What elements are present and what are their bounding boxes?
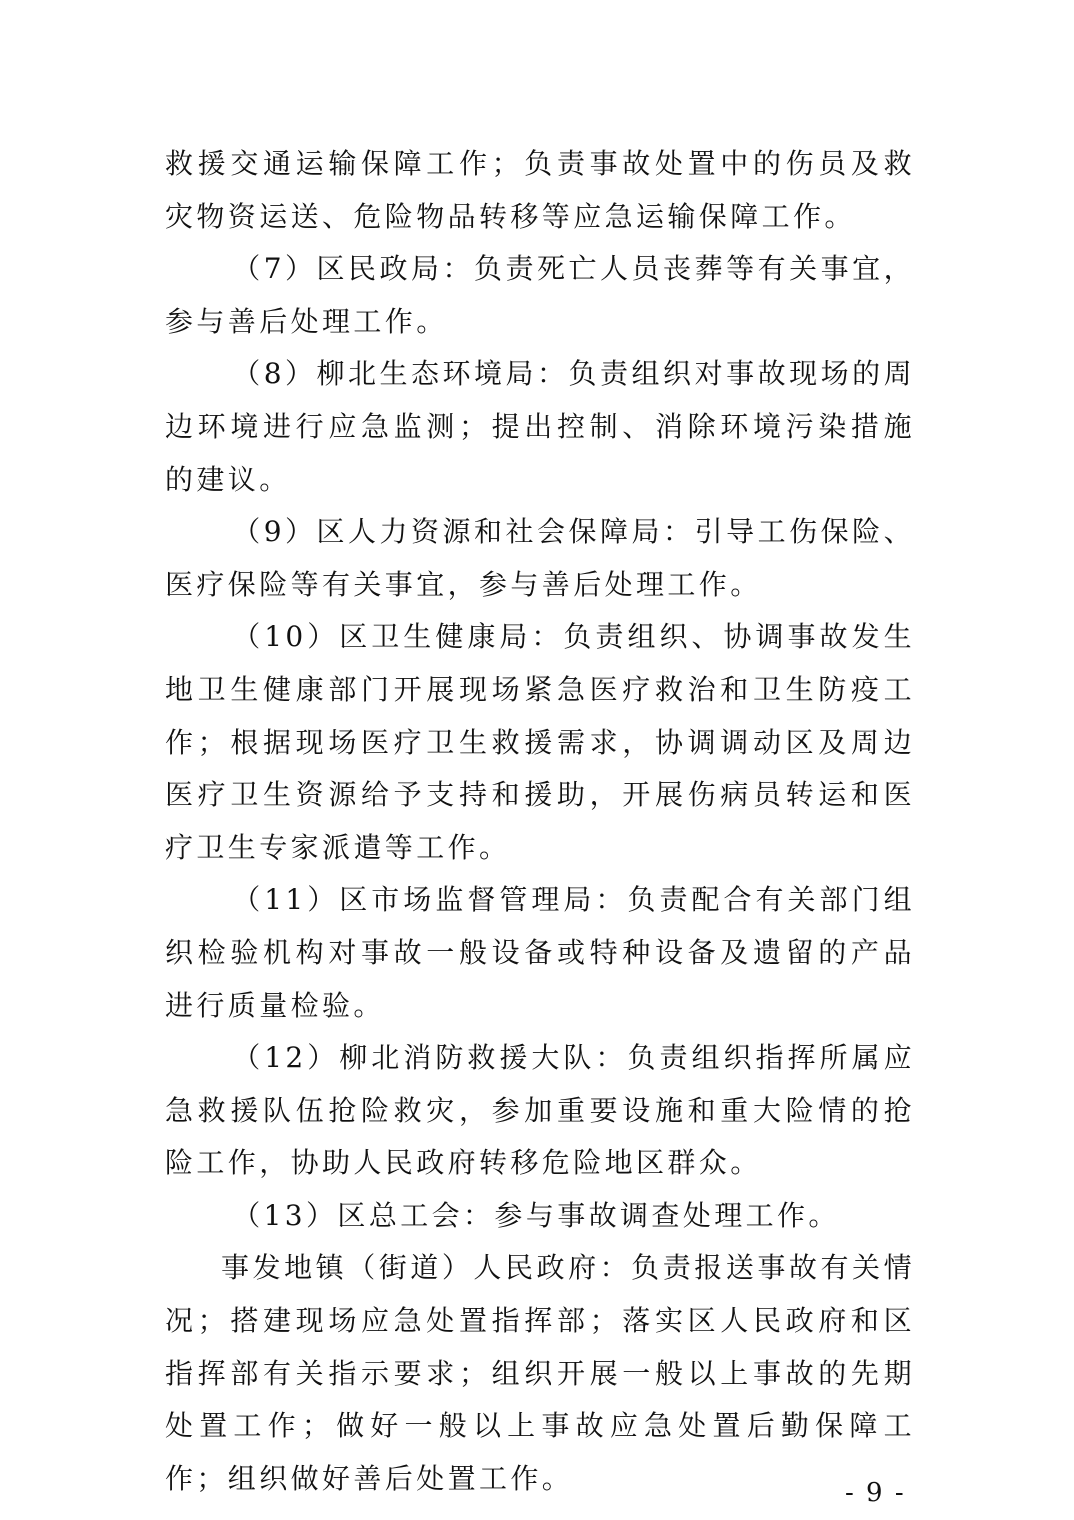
paragraph-town-government: 事发地镇（街道）人民政府：负责报送事故有关情况；搭建现场应急处置指挥部；落实区人民政府和区指挥部有关指示要求；组织开展一般以上事故的先期处置工作；做好一般以上事故应急处置后勤保障工作；组织做好善后处置工作。 bbox=[165, 1251, 915, 1495]
paragraph-transport-continued: 救援交通运输保障工作；负责事故处置中的伤员及救灾物资运送、危险物品转移等应急运输保障工作。 bbox=[165, 147, 915, 233]
paragraph-civil-affairs: （7）区民政局：负责死亡人员丧葬等有关事宜，参与善后处理工作。 bbox=[165, 252, 915, 338]
paragraph-market-supervision: （11）区市场监督管理局：负责配合有关部门组织检验机构对事故一般设备或特种设备及遗留的产品进行质量检验。 bbox=[165, 883, 915, 1022]
paragraph-ecology-environment: （8）柳北生态环境局：负责组织对事故现场的周边环境进行应急监测；提出控制、消除环境污染措施的建议。 bbox=[165, 357, 915, 496]
page-number: - 9 - bbox=[845, 1478, 906, 1508]
paragraph-trade-union: （13）区总工会：参与事故调查处理工作。 bbox=[232, 1198, 840, 1232]
paragraph-fire-rescue: （12）柳北消防救援大队：负责组织指挥所属应急救援队伍抢险救灾，参加重要设施和重大险情的抢险工作，协助人民政府转移危险地区群众。 bbox=[165, 1041, 915, 1180]
document-body bbox=[165, 138, 915, 1505]
paragraph-health: （10）区卫生健康局：负责组织、协调事故发生地卫生健康部门开展现场紧急医疗救治和卫生防疫工作；根据现场医疗卫生救援需求，协调调动区及周边医疗卫生资源给予支持和援助，开展伤病员转运和医疗卫生专家派遣等工作。 bbox=[165, 620, 915, 864]
paragraph-human-resources: （9）区人力资源和社会保障局：引导工伤保险、医疗保险等有关事宜，参与善后处理工作。 bbox=[165, 515, 915, 601]
